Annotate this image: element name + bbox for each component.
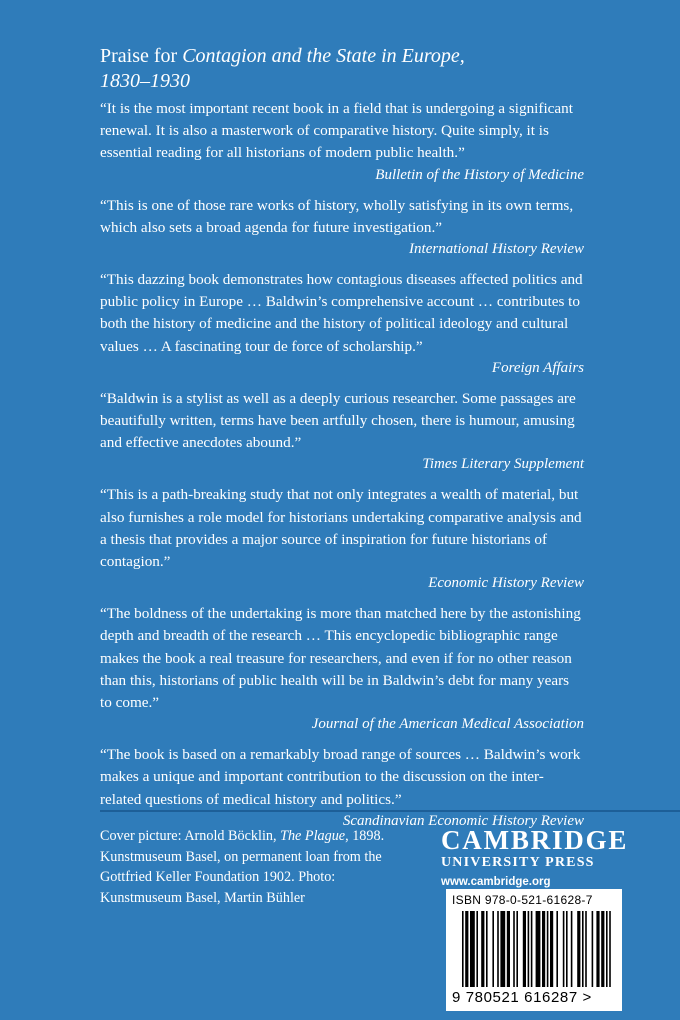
review-item	[100, 98, 584, 185]
review-item	[100, 603, 584, 734]
publisher-url: www.cambridge.org	[441, 876, 551, 888]
book-title-line2: 1830–1930	[100, 70, 190, 92]
review-item	[100, 484, 584, 593]
barcode-box	[446, 889, 622, 1011]
review-source: Economic History Review	[428, 575, 584, 592]
review-source: Times Literary Supplement	[422, 456, 584, 473]
review-source: Bulletin of the History of Medicine	[375, 166, 584, 183]
book-title-line1: Contagion and the State in Europe,	[182, 45, 465, 67]
section-divider	[100, 810, 680, 812]
review-source: International History Review	[409, 241, 584, 258]
praise-heading-prefix: Praise for	[100, 45, 178, 67]
praise-section	[100, 44, 584, 841]
publisher-subtitle: UNIVERSITY PRESS	[441, 855, 595, 870]
review-quote: “The boldness of the undertaking is more than matched here by the astonishing depth and breadth of the research … This encyclopedic bibliographic range makes the book a real treasure for researchers, and even if for no other reason than this, historians of public health will be in Baldwin’s debt for many years to come.”	[100, 605, 581, 712]
review-item	[100, 269, 584, 378]
review-quote: “Baldwin is a stylist as well as a deeply curious researcher. Some passages are beautifully written, terms have been artfully chosen, there is humour, amusing and effective anecdotes abound.”	[100, 389, 576, 452]
isbn-text: ISBN 978-0-521-61628-7	[452, 893, 593, 907]
review-quote: “This dazzing book demonstrates how contagious diseases affected politics and public policy in Europe … Baldwin’s comprehensive account … contributes to both the history of medicine and the history of political ideology and cultural values … A fascinating tour de force of scholarship.”	[100, 271, 583, 355]
cover-credit	[100, 826, 400, 908]
barcode-digits: 9 780521 616287 >	[452, 989, 592, 1006]
cover-credit-prefix: Cover picture: Arnold Böcklin,	[100, 828, 281, 844]
review-source: Foreign Affairs	[491, 359, 584, 376]
review-item	[100, 744, 584, 831]
review-source: Scandinavian Economic History Review	[342, 812, 584, 829]
review-item	[100, 388, 584, 475]
review-quote: “It is the most important recent book in a field that is undergoing a significant renewal. It is also a masterwork of comparative history. Quite simply, it is essential reading for all historians of modern public health.”	[100, 100, 573, 162]
painting-title: The Plague	[280, 828, 346, 844]
praise-heading	[100, 44, 584, 94]
review-source: Journal of the American Medical Association	[311, 716, 584, 733]
review-quote: “The book is based on a remarkably broad range of sources … Baldwin’s work makes a unique and important contribution to the discussion on the inter-related questions of medical history and politics.”	[100, 746, 581, 808]
cover-credit-rest: , 1898. Kunstmuseum Basel, on permanent loan from the Gottfried Keller Foundation 1902. Photo: Kunstmuseum Basel, Martin Bühler	[100, 828, 385, 906]
review-item	[100, 195, 584, 259]
review-quote: “This is a path-breaking study that not only integrates a wealth of material, but also furnishes a role model for historians undertaking comparative analysis and a thesis that provides a major source of inspiration for future historians of contagion.”	[100, 486, 582, 571]
review-quote: “This is one of those rare works of history, wholly satisfying in its own terms, which also sets a broad agenda for future investigation.”	[100, 196, 574, 236]
publisher-name: CAMBRIDGE	[441, 825, 629, 855]
publisher-logo	[441, 826, 651, 890]
